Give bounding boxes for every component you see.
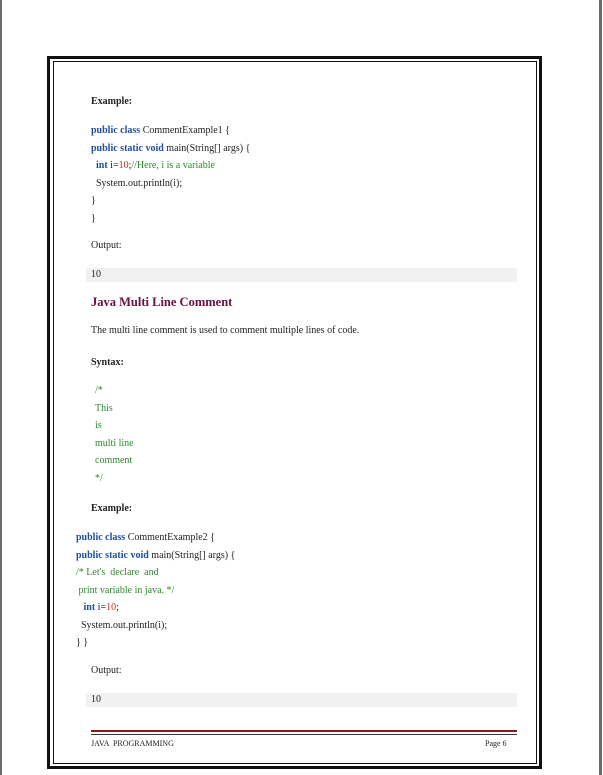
code-line: [76, 637, 88, 649]
code-token: int: [91, 160, 108, 172]
scan-edge-right: [599, 0, 602, 775]
code-token: ;: [116, 602, 119, 613]
code-token: System.out.println(i);: [76, 619, 168, 631]
code-line: [76, 585, 174, 597]
syntax-line: /*: [95, 385, 103, 396]
example-1-output-value: 10: [91, 269, 101, 280]
code-token: public static void: [76, 549, 149, 561]
code-token: main(String[] args) {: [148, 549, 236, 561]
footer-title: JAVA PROGRAMMING: [91, 739, 174, 748]
code-token: public class: [76, 532, 126, 543]
code-line: [76, 550, 235, 562]
code-token: public class: [91, 125, 141, 136]
syntax-line: */: [95, 473, 103, 484]
code-token: int: [76, 602, 96, 613]
section-description: The multi line comment is used to comment multiple lines of code.: [91, 325, 360, 336]
code-token: i=: [107, 160, 119, 172]
code-line: [91, 160, 215, 172]
syntax-label: Syntax:: [91, 357, 124, 368]
code-token: } }: [76, 637, 89, 648]
code-line: [91, 143, 250, 155]
footer-rule-bottom: [91, 734, 517, 735]
example-1-output-label: Output:: [91, 240, 122, 251]
code-line: [76, 602, 119, 614]
code-line: [91, 125, 230, 137]
example-2-output-value: 10: [91, 694, 101, 705]
code-line: [91, 213, 96, 225]
code-token: }: [91, 213, 96, 224]
code-token: //Here, i is a variable: [131, 160, 215, 172]
footer-rule-top: [91, 730, 517, 732]
syntax-line: multi line: [95, 437, 134, 449]
section-heading: Java Multi Line Comment: [91, 295, 233, 309]
scan-edge-left: [0, 0, 2, 775]
example-2-output-box: [86, 693, 517, 707]
code-token: main(String[] args) {: [163, 142, 251, 154]
code-token: 10: [118, 160, 129, 172]
code-token: System.out.println(i);: [91, 177, 183, 189]
code-line: [76, 620, 167, 632]
code-line: [91, 195, 96, 207]
code-line: [91, 178, 182, 190]
example-1-label: Example:: [91, 96, 133, 107]
example-2-output-label: Output:: [91, 665, 122, 676]
code-token: }: [91, 195, 96, 207]
code-line: [76, 567, 159, 579]
code-token: print variable in java. */: [76, 584, 175, 596]
code-token: i=: [95, 602, 107, 613]
code-line: [76, 532, 215, 544]
code-token: ;: [128, 160, 132, 172]
code-token: CommentExample1 {: [140, 125, 230, 136]
syntax-line: This: [95, 402, 113, 414]
syntax-line: comment: [95, 455, 133, 467]
example-2-label: Example:: [91, 503, 133, 514]
code-token: CommentExample2 {: [125, 532, 215, 543]
footer-page-number: Page 6: [485, 739, 507, 748]
code-token: /* Let's declare and: [76, 567, 159, 578]
syntax-line: is: [95, 420, 102, 432]
code-token: 10: [106, 602, 117, 613]
code-token: public static void: [91, 142, 164, 154]
example-1-output-box: [86, 268, 517, 282]
